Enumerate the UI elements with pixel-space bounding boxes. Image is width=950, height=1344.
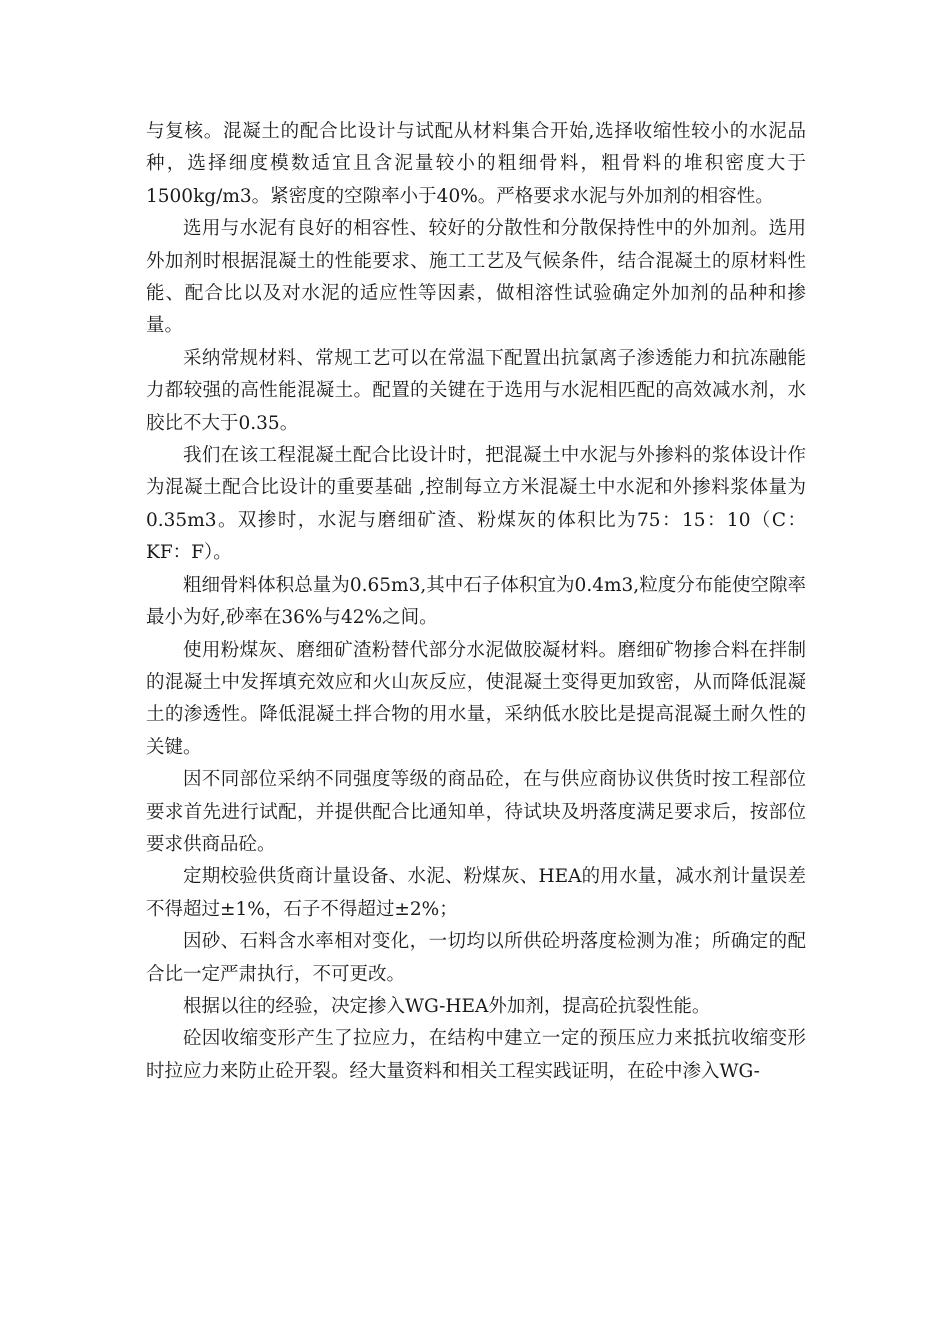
paragraph-cementitious-materials: 使用粉煤灰、磨细矿渣粉替代部分水泥做胶凝材料。磨细矿物掺合料在拌制的混凝土中发挥填充效应和火山灰反应，使混凝土变得更加致密，从而降低混凝土的渗透性。降低混凝土拌合物的用水量，采纳低水胶比是提高混凝土耐久性的关键。: [146, 639, 806, 758]
paragraph-aggregate-volume: 粗细骨料体积总量为0.65m3,其中石子体积宜为0.4m3,粒度分布能使空隙率最小为好,砂率在36%与42%之间。: [146, 574, 806, 629]
paragraph-metering-calibration: 定期校验供货商计量设备、水泥、粉煤灰、HEA的用水量，减水剂计量误差不得超过±1%，石子不得超过±2%；: [146, 866, 806, 920]
paragraph-mix-design-basis: 我们在该工程混凝土配合比设计时，把混凝土中水泥与外掺料的浆体设计作为混凝土配合比设计的重要基础 ,控制每立方米混凝土中水泥和外掺料浆体量为0.35m3。双掺时，水泥与磨细矿渣、粉煤灰的体积比为75：15：10（C：KF：F）。: [146, 445, 806, 564]
paragraph-wg-hea-admixture: 根据以往的经验，决定掺入WG-HEA外加剂，提高砼抗裂性能。: [183, 995, 711, 1017]
paragraph-moisture-content: 因砂、石料含水率相对变化，一切均以所供砼坍落度检测为准；所确定的配合比一定严肃执行，不可更改。: [146, 931, 806, 985]
document-body: [146, 116, 806, 1088]
paragraph-continuation: 与复核。混凝土的配合比设计与试配从材料集合开始,选择收缩性较小的水泥品种，选择细度模数适宜且含泥量较小的粗细骨料，粗骨料的堆积密度大于1500kg/m3。紧密度的空隙率小于40%。严格要求水泥与外加剂的相容性。: [146, 121, 806, 207]
paragraph-commercial-concrete: 因不同部位采纳不同强度等级的商品砼，在与供应商协议供货时按工程部位要求首先进行试配，并提供配合比通知单，待试块及坍落度满足要求后，按部位要求供商品砼。: [146, 769, 806, 855]
paragraph-shrinkage-stress: 砼因收缩变形产生了拉应力，在结构中建立一定的预压应力来抵抗收缩变形时拉应力来防止砼开裂。经大量资料和相关工程实践证明，在砼中渗入WG-: [146, 1028, 806, 1082]
paragraph-high-performance-concrete: 采纳常规材料、常规工艺可以在常温下配置出抗氯离子渗透能力和抗冻融能力都较强的高性能混凝土。配置的关键在于选用与水泥相匹配的高效减水剂，水胶比不大于0.35。: [146, 347, 806, 434]
paragraph-admixture-selection: 选用与水泥有良好的相容性、较好的分散性和分散保持性中的外加剂。选用外加剂时根据混凝土的性能要求、施工工艺及气候条件，结合混凝土的原材料性能、配合比以及对水泥的适应性等因素，做相溶性试验确定外加剂的品种和掺量。: [146, 218, 806, 337]
